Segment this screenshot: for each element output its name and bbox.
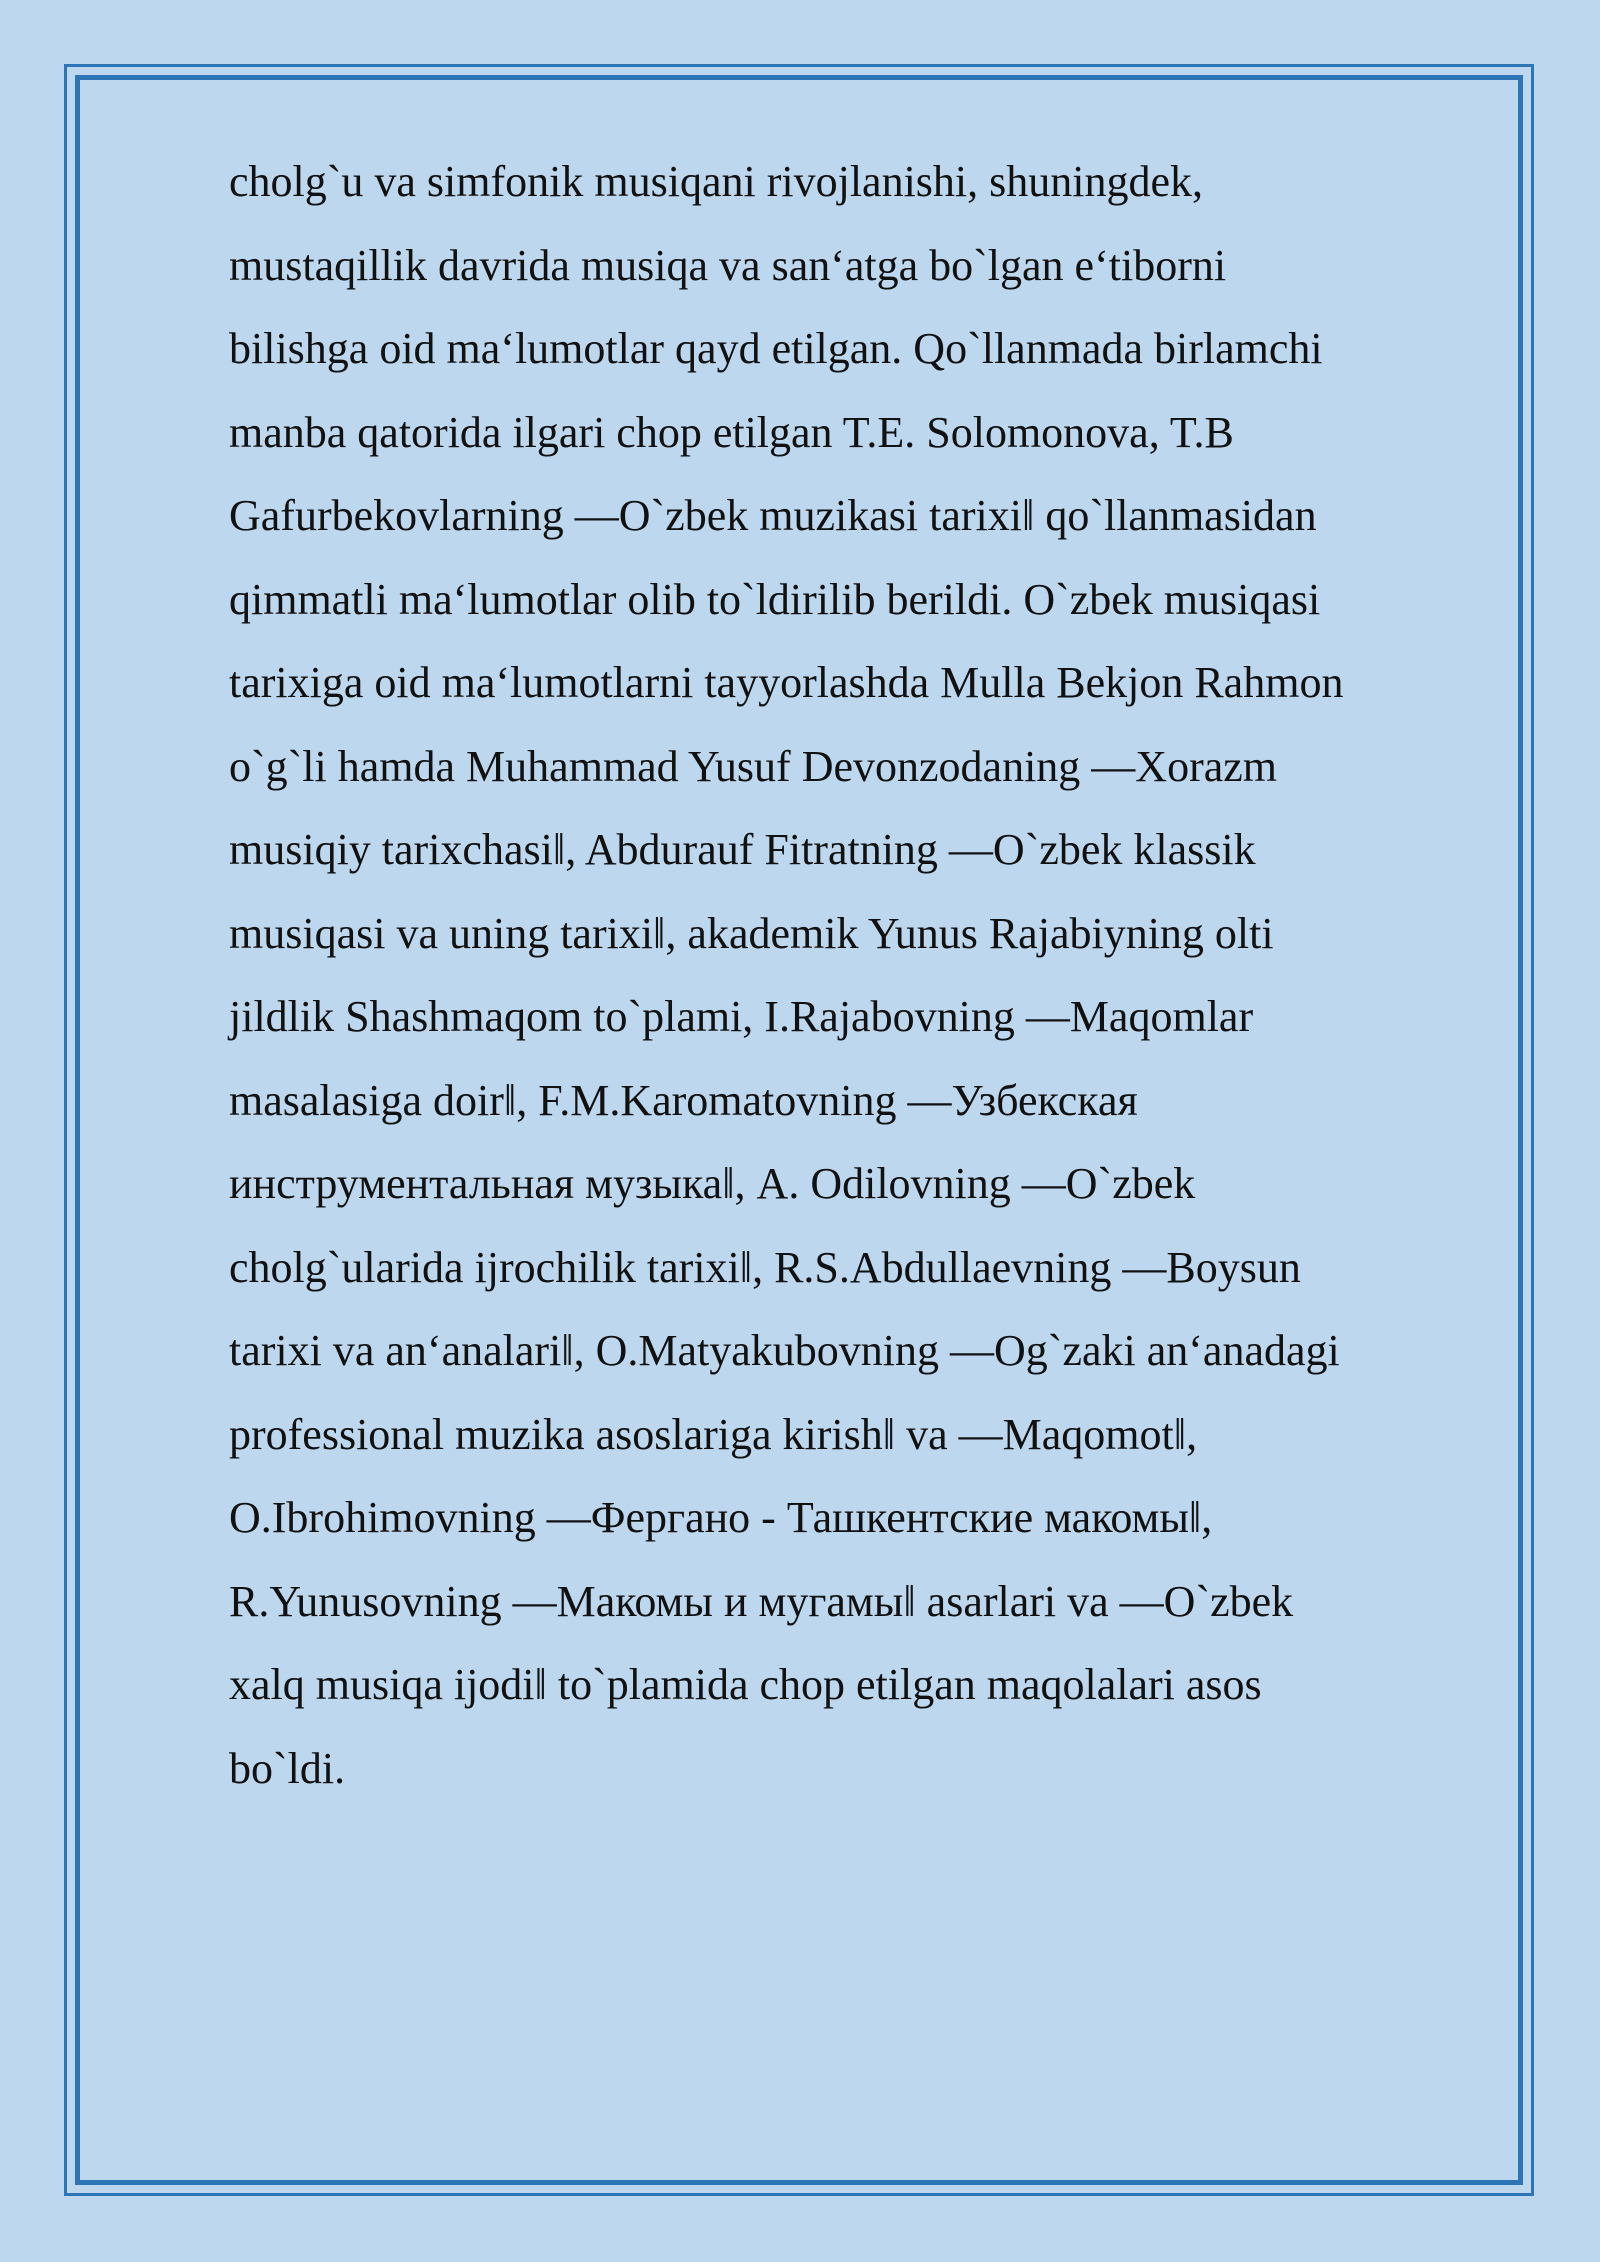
- text-line: bilishga oid ma‘lumotlar qayd etilgan. Qo`llanmada birlamchi: [229, 324, 1323, 373]
- text-line: professional muzika asoslariga kirish‖ va ―Maqomot‖,: [229, 1409, 1198, 1459]
- text-line: cholg`ularida ijrochilik tarixi‖, R.S.Abdullaevning ―Boysun: [229, 1242, 1301, 1292]
- text-line: masalasiga doir‖, F.M.Karomatovning ―Узбекская: [229, 1075, 1138, 1125]
- text-line: mustaqillik davrida musiqa va san‘atga bo`lgan e‘tiborni: [229, 240, 1227, 290]
- text-line: jildlik Shashmaqom to`plami, I.Rajabovning ―Maqomlar: [229, 992, 1254, 1041]
- text-line: tarixi va an‘analari‖, O.Matyakubovning ―Og`zaki an‘anadagi: [229, 1326, 1340, 1375]
- text-line: tarixiga oid ma‘lumotlarni tayyorlashda Mulla Bekjon Rahmon: [229, 658, 1344, 707]
- body-paragraph: [229, 140, 1469, 1810]
- text-line: manba qatorida ilgari chop etilgan T.E. Solomonova, T.B: [229, 407, 1234, 457]
- text-line: qimmatli ma‘lumotlar olib to`ldirilib berildi. O`zbek musiqasi: [229, 574, 1321, 624]
- text-line: O.Ibrohimovning ―Фергано - Ташкентские макомы‖,: [229, 1493, 1213, 1542]
- text-line: Gafurbekovlarning ―O`zbek muzikasi tarixi‖ qo`llanmasidan: [229, 491, 1317, 540]
- text-line: bo`ldi.: [229, 1743, 346, 1793]
- text-line: R.Yunusovning ―Макомы и мугамы‖ asarlari va ―O`zbek: [229, 1576, 1294, 1626]
- text-line: cholg`u va simfonik musiqani rivojlanishi, shuningdek,: [229, 157, 1204, 206]
- text-line: musiqasi va uning tarixi‖, akademik Yunus Rajabiyning olti: [229, 908, 1274, 958]
- text-line: o`g`li hamda Muhammad Yusuf Devonzodaning ―Xorazm: [229, 741, 1278, 791]
- text-line: xalq musiqa ijodi‖ to`plamida chop etilgan maqolalari asos: [229, 1660, 1262, 1709]
- text-line: инструментальная музыка‖, A. Odilovning ―O`zbek: [229, 1159, 1196, 1208]
- text-line: musiqiy tarixchasi‖, Abdurauf Fitratning ―O`zbek klassik: [229, 825, 1256, 874]
